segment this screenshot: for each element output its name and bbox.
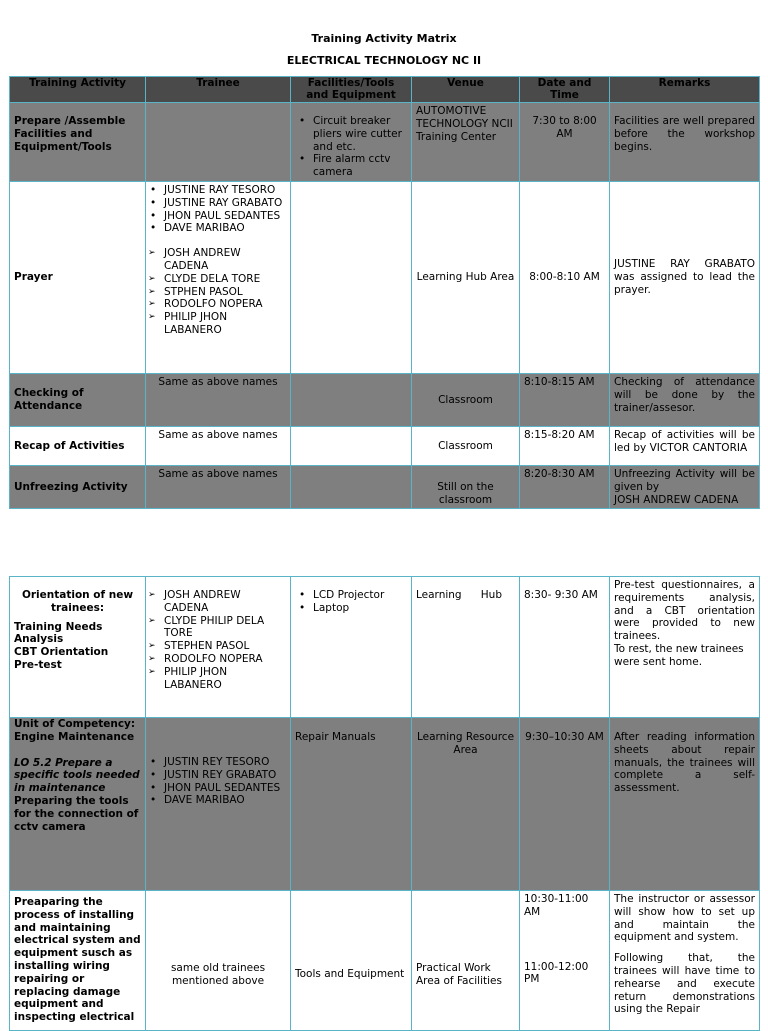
- activity-cell: Preaparing the process of installing and maintaining electrical system and equipment susch as installing wiring repairing or replacing damage equipment and inspecting electrical: [10, 891, 146, 1031]
- date-cell: 9:30–10:30 AM: [520, 718, 610, 891]
- trainee-cell: Same as above names: [146, 465, 291, 508]
- list-item: ➢ PHILIP JHON LABANERO: [146, 311, 286, 337]
- activity-cell: Unfreezing Activity: [10, 465, 146, 508]
- document-title: Training Activity Matrix: [311, 32, 457, 45]
- remarks-cell: After reading information sheets about repair manuals, the trainees will complete a self-assessment.: [610, 718, 760, 891]
- list-item: ➢ RODOLFO NOPERA: [146, 653, 286, 666]
- list-item: ➢ STPHEN PASOL: [146, 286, 286, 299]
- table-row-unfreezing: [10, 465, 760, 508]
- list-item: ➢ CLYDE PHILIP DELA TORE: [146, 615, 286, 641]
- facilities-cell: [291, 426, 412, 465]
- remarks-line: JOSH ANDREW CADENA: [614, 493, 739, 506]
- facilities-cell: [291, 181, 412, 373]
- header-remarks: Remarks: [610, 77, 760, 103]
- list-item: ➢ CLYDE DELA TORE: [146, 273, 286, 286]
- trainee-cell: [146, 103, 291, 182]
- trainee-cell: [146, 577, 291, 718]
- list-item: ➢ JOSH ANDREW CADENA: [146, 589, 286, 615]
- activity-matrix-table-2: [9, 576, 760, 1031]
- activity-line: LO 5.2 Prepare a specific tools needed in maintenance: [14, 756, 140, 795]
- table-row-orientation: [10, 577, 760, 718]
- activity-cell: Prayer: [10, 181, 146, 373]
- document-subtitle: ELECTRICAL TECHNOLOGY NC II: [286, 54, 482, 67]
- remarks-cell: JUSTINE RAY GRABATO was assigned to lead the prayer.: [610, 181, 760, 373]
- table-row-checking: [10, 373, 760, 426]
- venue-text: Learning Hub: [416, 589, 502, 601]
- activity-line: Orientation of new trainees:: [21, 589, 134, 614]
- remarks-cell: Facilities are well prepared before the workshop begins.: [610, 103, 760, 182]
- remarks-cell: [610, 465, 760, 508]
- facilities-cell: [291, 373, 412, 426]
- list-item: • Laptop: [295, 602, 407, 615]
- list-item: • Circuit breaker pliers wire cutter and etc.: [295, 115, 407, 153]
- table-row-competency: [10, 718, 760, 891]
- header-row: [10, 77, 760, 103]
- activity-cell: Prepare /Assemble Facilities and Equipment/Tools: [10, 103, 146, 182]
- list-item: • JHON PAUL SEDANTES: [146, 210, 286, 223]
- table-row-prepare: [10, 103, 760, 182]
- date-cell: 8:30- 9:30 AM: [520, 577, 610, 718]
- header-date-time: Date and Time: [520, 77, 610, 103]
- venue-cell: Classroom: [412, 373, 520, 426]
- table-row-installing: [10, 891, 760, 1031]
- list-item: • JUSTIN REY GRABATO: [146, 769, 286, 782]
- activity-line: CBT Orientation: [14, 646, 109, 659]
- activity-cell: [10, 718, 146, 891]
- list-item: ➢ RODOLFO NOPERA: [146, 298, 286, 311]
- remarks-cell: Checking of attendance will be done by the trainer/assesor.: [610, 373, 760, 426]
- activity-line: Training Needs Analysis: [14, 620, 103, 646]
- activity-line: Preparing the tools for the connection of cctv camera: [14, 794, 139, 833]
- activity-line: Pre-test: [14, 658, 62, 671]
- table-row-prayer: [10, 181, 760, 373]
- list-item: • JUSTIN REY TESORO: [146, 756, 286, 769]
- date-cell: 8:20-8:30 AM: [520, 465, 610, 508]
- header-training-activity: Training Activity: [10, 77, 146, 103]
- remarks-cell: [610, 891, 760, 1031]
- venue-cell: AUTOMOTIVE TECHNOLOGY NCII Training Center: [412, 103, 520, 182]
- venue-cell: Classroom: [412, 426, 520, 465]
- facilities-cell: Repair Manuals: [291, 718, 412, 891]
- list-item: • JUSTINE RAY GRABATO: [146, 197, 286, 210]
- trainee-cell: same old trainees mentioned above: [146, 891, 291, 1031]
- list-item: • JUSTINE RAY TESORO: [146, 184, 286, 197]
- facilities-cell: Tools and Equipment: [291, 891, 412, 1031]
- trainee-cell: [146, 718, 291, 891]
- remarks-cell: Recap of activities will be led by VICTOR CANTORIA: [610, 426, 760, 465]
- date-cell: [520, 891, 610, 1031]
- venue-cell: Practical Work Area of Facilities: [412, 891, 520, 1031]
- date-cell: 8:00-8:10 AM: [520, 181, 610, 373]
- list-item: • LCD Projector: [295, 589, 407, 602]
- date-cell: 8:15-8:20 AM: [520, 426, 610, 465]
- list-item: • Fire alarm cctv camera: [295, 153, 407, 179]
- table-row-recap: [10, 426, 760, 465]
- header-facilities: Facilities/Tools and Equipment: [291, 77, 412, 103]
- venue-cell: Learning Resource Area: [412, 718, 520, 891]
- facilities-cell: [291, 577, 412, 718]
- facilities-cell: [291, 103, 412, 182]
- activity-line: Unit of Competency: Engine Maintenance: [14, 718, 136, 743]
- remarks-line: Unfreezing Activity will be given by: [614, 467, 755, 493]
- list-item: ➢ PHILIP JHON LABANERO: [146, 666, 286, 692]
- trainee-cell: [146, 181, 291, 373]
- header-venue: Venue: [412, 77, 520, 103]
- remarks-line: The instructor or assessor will show how to set up and maintain the equipment and system.: [614, 893, 755, 944]
- list-item: • JHON PAUL SEDANTES: [146, 782, 286, 795]
- remarks-line: Following that, the trainees will have time to rehearse and execute return demonstrations using the Repair: [614, 952, 755, 1016]
- date-line: 11:00-12:00 PM: [524, 960, 589, 986]
- venue-cell: Still on the classroom: [412, 465, 520, 508]
- venue-cell: Learning Hub Area: [412, 181, 520, 373]
- remarks-line: Pre-test questionnaires, a requirements analysis, and a CBT orientation were provided to new trainees.: [614, 579, 755, 643]
- activity-cell: Recap of Activities: [10, 426, 146, 465]
- list-item: • DAVE MARIBAO: [146, 794, 286, 807]
- activity-cell: [10, 577, 146, 718]
- remarks-cell: [610, 577, 760, 718]
- trainee-cell: Same as above names: [146, 373, 291, 426]
- list-item: • DAVE MARIBAO: [146, 222, 286, 235]
- date-line: 10:30-11:00 AM: [524, 893, 589, 918]
- header-trainee: Trainee: [146, 77, 291, 103]
- facilities-cell: [291, 465, 412, 508]
- trainee-cell: Same as above names: [146, 426, 291, 465]
- date-cell: 7:30 to 8:00 AM: [520, 103, 610, 182]
- date-cell: 8:10-8:15 AM: [520, 373, 610, 426]
- activity-matrix-table-1: [9, 76, 760, 509]
- activity-cell: Checking of Attendance: [10, 373, 146, 426]
- remarks-line: To rest, the new trainees were sent home.: [614, 642, 744, 668]
- list-item: ➢ STEPHEN PASOL: [146, 640, 286, 653]
- venue-cell: [412, 577, 520, 718]
- list-item: ➢ JOSH ANDREW CADENA: [146, 247, 286, 273]
